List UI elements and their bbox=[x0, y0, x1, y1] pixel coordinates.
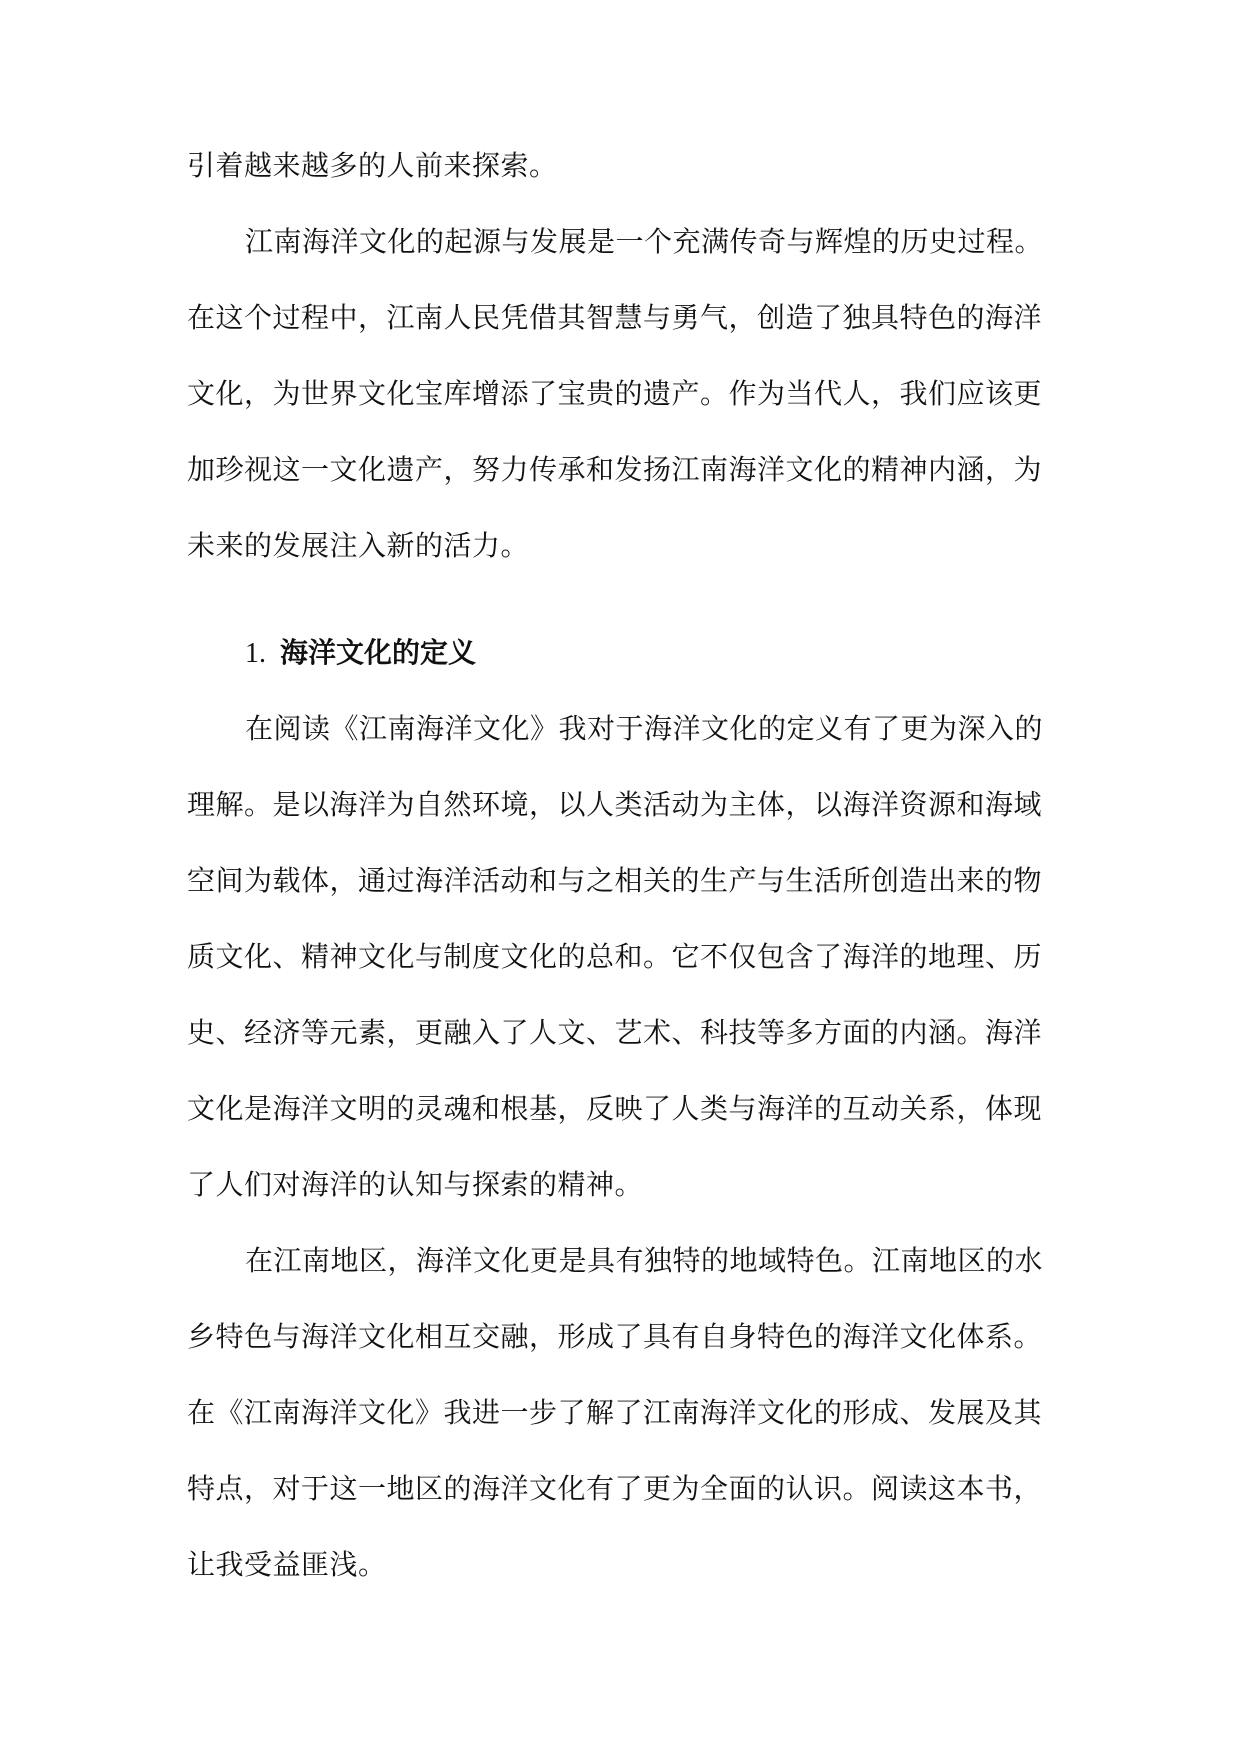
section-number: 1. bbox=[245, 638, 266, 669]
paragraph-3-line-4: 质文化、精神文化与制度文化的总和。它不仅包含了海洋的地理、历 bbox=[187, 940, 1043, 973]
section-title: 海洋文化的定义 bbox=[280, 636, 477, 669]
paragraph-3-line-2: 理解。是以海洋为自然环境，以人类活动为主体，以海洋资源和海域 bbox=[187, 788, 1043, 821]
paragraph-3-line-5: 史、经济等元素，更融入了人文、艺术、科技等多方面的内涵。海洋 bbox=[187, 1016, 1043, 1049]
paragraph-4-line-3: 在《江南海洋文化》我进一步了解了江南海洋文化的形成、发展及其 bbox=[187, 1396, 1043, 1429]
paragraph-4-line-5: 让我受益匪浅。 bbox=[187, 1548, 387, 1581]
section-heading bbox=[245, 635, 476, 672]
paragraph-2-line-4: 加珍视这一文化遗产，努力传承和发扬江南海洋文化的精神内涵，为 bbox=[187, 453, 1043, 486]
paragraph-4-line-4: 特点，对于这一地区的海洋文化有了更为全面的认识。阅读这本书， bbox=[187, 1472, 1043, 1505]
paragraph-1-line-1: 引着越来越多的人前来探索。 bbox=[187, 149, 558, 182]
paragraph-3-line-1: 在阅读《江南海洋文化》我对于海洋文化的定义有了更为深入的 bbox=[245, 712, 1044, 745]
paragraph-3-line-3: 空间为载体，通过海洋活动和与之相关的生产与生活所创造出来的物 bbox=[187, 864, 1043, 897]
paragraph-3-line-6: 文化是海洋文明的灵魂和根基，反映了人类与海洋的互动关系，体现 bbox=[187, 1092, 1043, 1125]
paragraph-3-line-7: 了人们对海洋的认知与探索的精神。 bbox=[187, 1168, 644, 1201]
paragraph-4-line-1: 在江南地区，海洋文化更是具有独特的地域特色。江南地区的水 bbox=[245, 1244, 1044, 1277]
paragraph-2-line-3: 文化，为世界文化宝库增添了宝贵的遗产。作为当代人，我们应该更 bbox=[187, 377, 1043, 410]
paragraph-2-line-1: 江南海洋文化的起源与发展是一个充满传奇与辉煌的历史过程。 bbox=[245, 225, 1044, 258]
paragraph-2-line-5: 未来的发展注入新的活力。 bbox=[187, 529, 530, 562]
paragraph-4-line-2: 乡特色与海洋文化相互交融，形成了具有自身特色的海洋文化体系。 bbox=[187, 1320, 1043, 1353]
paragraph-2-line-2: 在这个过程中，江南人民凭借其智慧与勇气，创造了独具特色的海洋 bbox=[187, 301, 1043, 334]
